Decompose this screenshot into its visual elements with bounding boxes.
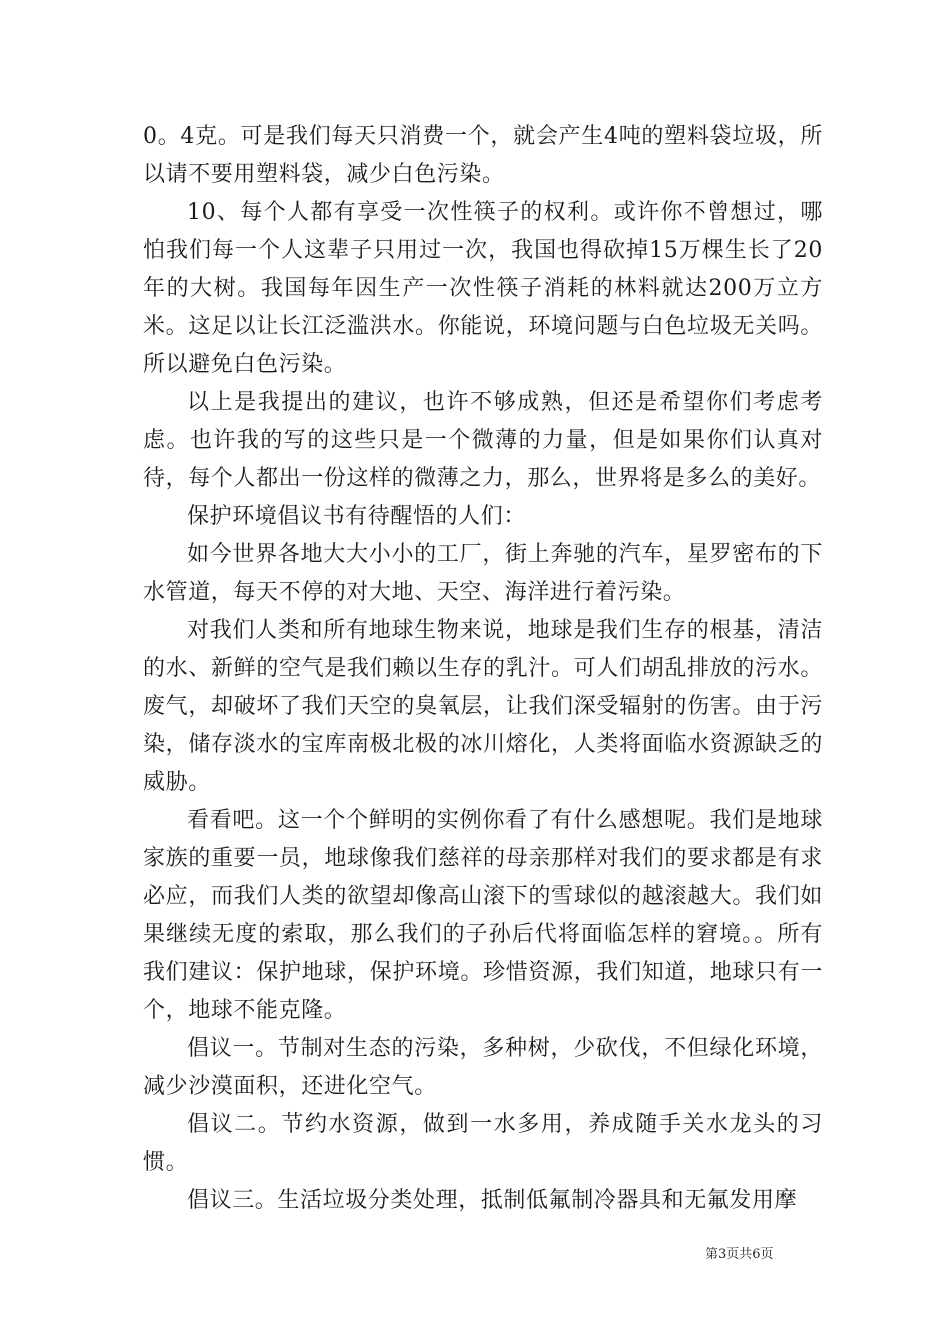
paragraph-8: 倡议一。节制对生态的污染，多种树，少砍伐，不但绿化环境，减少沙漠面积，还进化空气。	[143, 1036, 823, 1099]
paragraph-9: 倡议二。节约水资源，做到一水多用，养成随手关水龙头的习惯。	[143, 1112, 823, 1175]
document-body	[143, 118, 823, 1220]
paragraph-4: 保护环境倡议书有待醒悟的人们：	[187, 504, 527, 529]
paragraph-2: 10、每个人都有享受一次性筷子的权利。或许你不曾想过，哪怕我们每一个人这辈子只用过一次，我国也得砍掉15万棵生长了20年的大树。我国每年因生产一次性筷子消耗的林料就达200万立方米。这足以让长江泛滥洪水。你能说，环境问题与白色垃圾无关吗。所以避免白色污染。	[143, 200, 823, 377]
paragraph-6: 对我们人类和所有地球生物来说，地球是我们生存的根基，清洁的水、新鲜的空气是我们赖以生存的乳汁。可人们胡乱排放的污水。废气，却破坏了我们天空的臭氧层，让我们深受辐射的伤害。由于污染，储存淡水的宝库南极北极的冰川熔化，人类将面临水资源缺乏的威胁。	[143, 618, 823, 795]
paragraph-3: 以上是我提出的建议，也许不够成熟，但还是希望你们考虑考虑。也许我的写的这些只是一个微薄的力量，但是如果你们认真对待，每个人都出一份这样的微薄之力，那么，世界将是多么的美好。	[143, 390, 823, 491]
paragraph-1: 0。4克。可是我们每天只消费一个，就会产生4吨的塑料袋垃圾，所以请不要用塑料袋，减少白色污染。	[143, 124, 823, 187]
paragraph-7: 看看吧。这一个个鲜明的实例你看了有什么感想呢。我们是地球家族的重要一员，地球像我们慈祥的母亲那样对我们的要求都是有求必应，而我们人类的欲望却像高山滚下的雪球似的越滚越大。我们如果继续无度的索取，那么我们的子孙后代将面临怎样的窘境。。所有我们建议：保护地球，保护环境。珍惜资源，我们知道，地球只有一个，地球不能克隆。	[143, 808, 823, 1023]
paragraph-5: 如今世界各地大大小小的工厂，街上奔驰的汽车，星罗密布的下水管道，每天不停的对大地、天空、海洋进行着污染。	[143, 542, 823, 605]
page-number-footer: 第3页共6页	[705, 1247, 774, 1262]
paragraph-10: 倡议三。生活垃圾分类处理，抵制低氟制冷器具和无氟发用摩	[187, 1188, 798, 1213]
